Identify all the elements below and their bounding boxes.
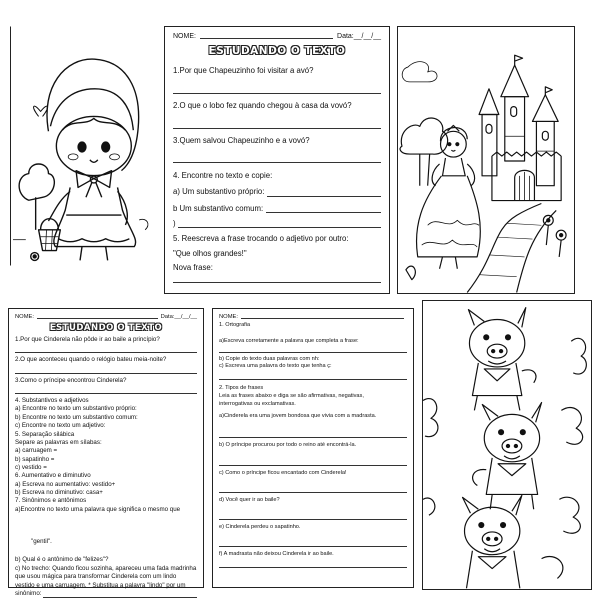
answer-line-7c[interactable] [43, 597, 197, 598]
answer-line-1c[interactable] [219, 371, 407, 380]
sentence-e: e) Cinderela perdeu o sapatinho. [219, 524, 301, 531]
red-riding-hood-coloring-page [10, 26, 155, 266]
question-4a: a) Um substantivo próprio: [173, 187, 265, 197]
worksheet-cinderella [8, 308, 204, 597]
cinderella-castle-coloring-page [397, 26, 575, 294]
answer-line-3[interactable] [173, 145, 381, 163]
question-5a: a) carruagem = [15, 447, 58, 455]
answer-line-1a[interactable] [219, 346, 407, 353]
question-6a: a) Escreva no aumentativo: vestido+ [15, 480, 116, 488]
section-7-heading: 7. Sinônimos e antônimos [15, 497, 87, 505]
date-label: Data:__/__/__ [160, 314, 197, 320]
name-label: NOME: [15, 314, 35, 320]
answer-line-1[interactable] [173, 75, 381, 94]
name-label: NOME: [173, 33, 196, 40]
name-label: NOME: [219, 314, 239, 320]
name-line[interactable] [241, 314, 404, 319]
section-2-instructions-2: interrogativas ou exclamativas. [219, 400, 296, 407]
section-2-heading: 2. Tipos de frases [219, 385, 264, 392]
answer-line-1[interactable] [15, 344, 197, 353]
date-label: Data:__/__/__ [337, 33, 381, 40]
question-5: 5. Reescreva a frase trocando o adjetivo por outro: [173, 234, 349, 244]
question-1: 1.Por que Chapeuzinho foi visitar a avó? [173, 65, 314, 75]
answer-line-2[interactable] [15, 365, 197, 374]
worksheet-title: ESTUDANDO O TEXTO [208, 45, 346, 58]
question-7c-line-1: c) No trecho: Quando ficou sozinha, apareceu uma fada madrinha [15, 564, 197, 572]
worksheet-red-riding-hood [164, 26, 390, 294]
name-line[interactable] [200, 33, 333, 39]
answer-line-a[interactable] [219, 421, 407, 438]
three-little-pigs-coloring-page [422, 300, 592, 590]
worksheet-cinderella-spelling [212, 308, 414, 588]
answer-line-c[interactable] [219, 478, 407, 493]
answer-line-2[interactable] [173, 111, 381, 129]
sentence-f: f) A madrasta não deixou Cinderela ir ao baile. [219, 550, 334, 557]
question-4c: ) [173, 219, 176, 229]
question-2: 2.O que aconteceu quando o relógio bateu meia-noite? [15, 356, 167, 364]
question-1c: c) Escreva uma palavra do texto que tenha ç: [219, 363, 332, 370]
question-3: 3.Quem salvou Chapeuzinho e a vovó? [173, 135, 310, 145]
question-4a: a) Encontre no texto um substantivo próprio: [15, 405, 137, 413]
question-4b: b Um substantivo comum: [173, 203, 264, 213]
question-6b: b) Escreva no diminutivo: casa+ [15, 489, 103, 497]
question-4c: c) Encontre no texto um adjetivo: [15, 422, 106, 430]
worksheet-title: ESTUDANDO O TEXTO [49, 323, 163, 333]
question-1: 1.Por que Cinderela não pôde ir ao baile a princípio? [15, 336, 160, 343]
question-7a-word: "gentil". [31, 538, 52, 546]
three-pigs-illustration [423, 301, 591, 589]
question-5c: c) vestido = [15, 463, 47, 471]
answer-line-5[interactable] [173, 272, 381, 283]
answer-line-4a[interactable] [267, 196, 381, 197]
name-line[interactable] [37, 314, 158, 319]
section-2-instructions-1: Leia as frases abaixo e diga se são afirmativas, negativas, [219, 393, 364, 400]
red-riding-hood-illustration [11, 27, 154, 265]
question-1a: a)Escreva corretamente a palavra que completa a frase: [219, 337, 359, 344]
question-5-quote: "Que olhos grandes!" [173, 248, 247, 258]
section-4-heading: 4. Substantivos e adjetivos [15, 397, 89, 405]
question-4b: b) Encontre no texto um substantivo comum: [15, 413, 138, 421]
answer-line-d[interactable] [219, 505, 407, 520]
question-5-instructions: Separe as palavras em sílabas: [15, 438, 102, 446]
sentence-b: b) O príncipe procurou por todo o reino até encontrá-la. [219, 441, 357, 448]
cinderella-castle-illustration [398, 27, 574, 293]
sentence-c: c) Como o príncipe ficou encantado com Cinderela! [219, 470, 347, 477]
section-1-heading: 1. Ortografia [219, 322, 251, 328]
answer-line-4b[interactable] [266, 212, 381, 213]
question-4: 4. Encontre no texto e copie: [173, 171, 273, 181]
question-5b: b) sapatinho = [15, 455, 55, 463]
question-5-new-sentence: Nova frase: [173, 263, 213, 273]
answer-line-3[interactable] [15, 385, 197, 394]
question-7c-line-3: vestido e uma carruagem. * Substitua a palavra "lindo" por um [15, 581, 186, 589]
sentence-d: d) Você quer ir ao baile? [219, 497, 280, 504]
question-7c-line-2: que usou mágica para transformar Cinderela com um lindo [15, 573, 177, 581]
question-1b: b) Copie do texto duas palavras com nh: [219, 355, 320, 362]
question-7c-line-4: sinônimo: [15, 589, 42, 597]
answer-line-f[interactable] [219, 559, 407, 568]
question-7b: b) Qual é o antônimo de "felizes"? [15, 556, 109, 564]
question-7a: a)Encontre no texto uma palavra que significa o mesmo que [15, 505, 181, 513]
section-6-heading: 6. Aumentativo e diminutivo [15, 472, 91, 480]
answer-line-e[interactable] [219, 532, 407, 547]
answer-line-b[interactable] [219, 449, 407, 466]
sentence-a: a)Cinderela era uma jovem bondosa que vivia com a madrasta. [219, 412, 377, 419]
answer-line-4c[interactable] [178, 227, 381, 228]
section-5-heading: 5. Separação silábica [15, 430, 75, 438]
question-3: 3.Como o príncipe encontrou Cinderela? [15, 376, 127, 384]
question-2: 2.O que o lobo fez quando chegou à casa da vovó? [173, 101, 352, 111]
